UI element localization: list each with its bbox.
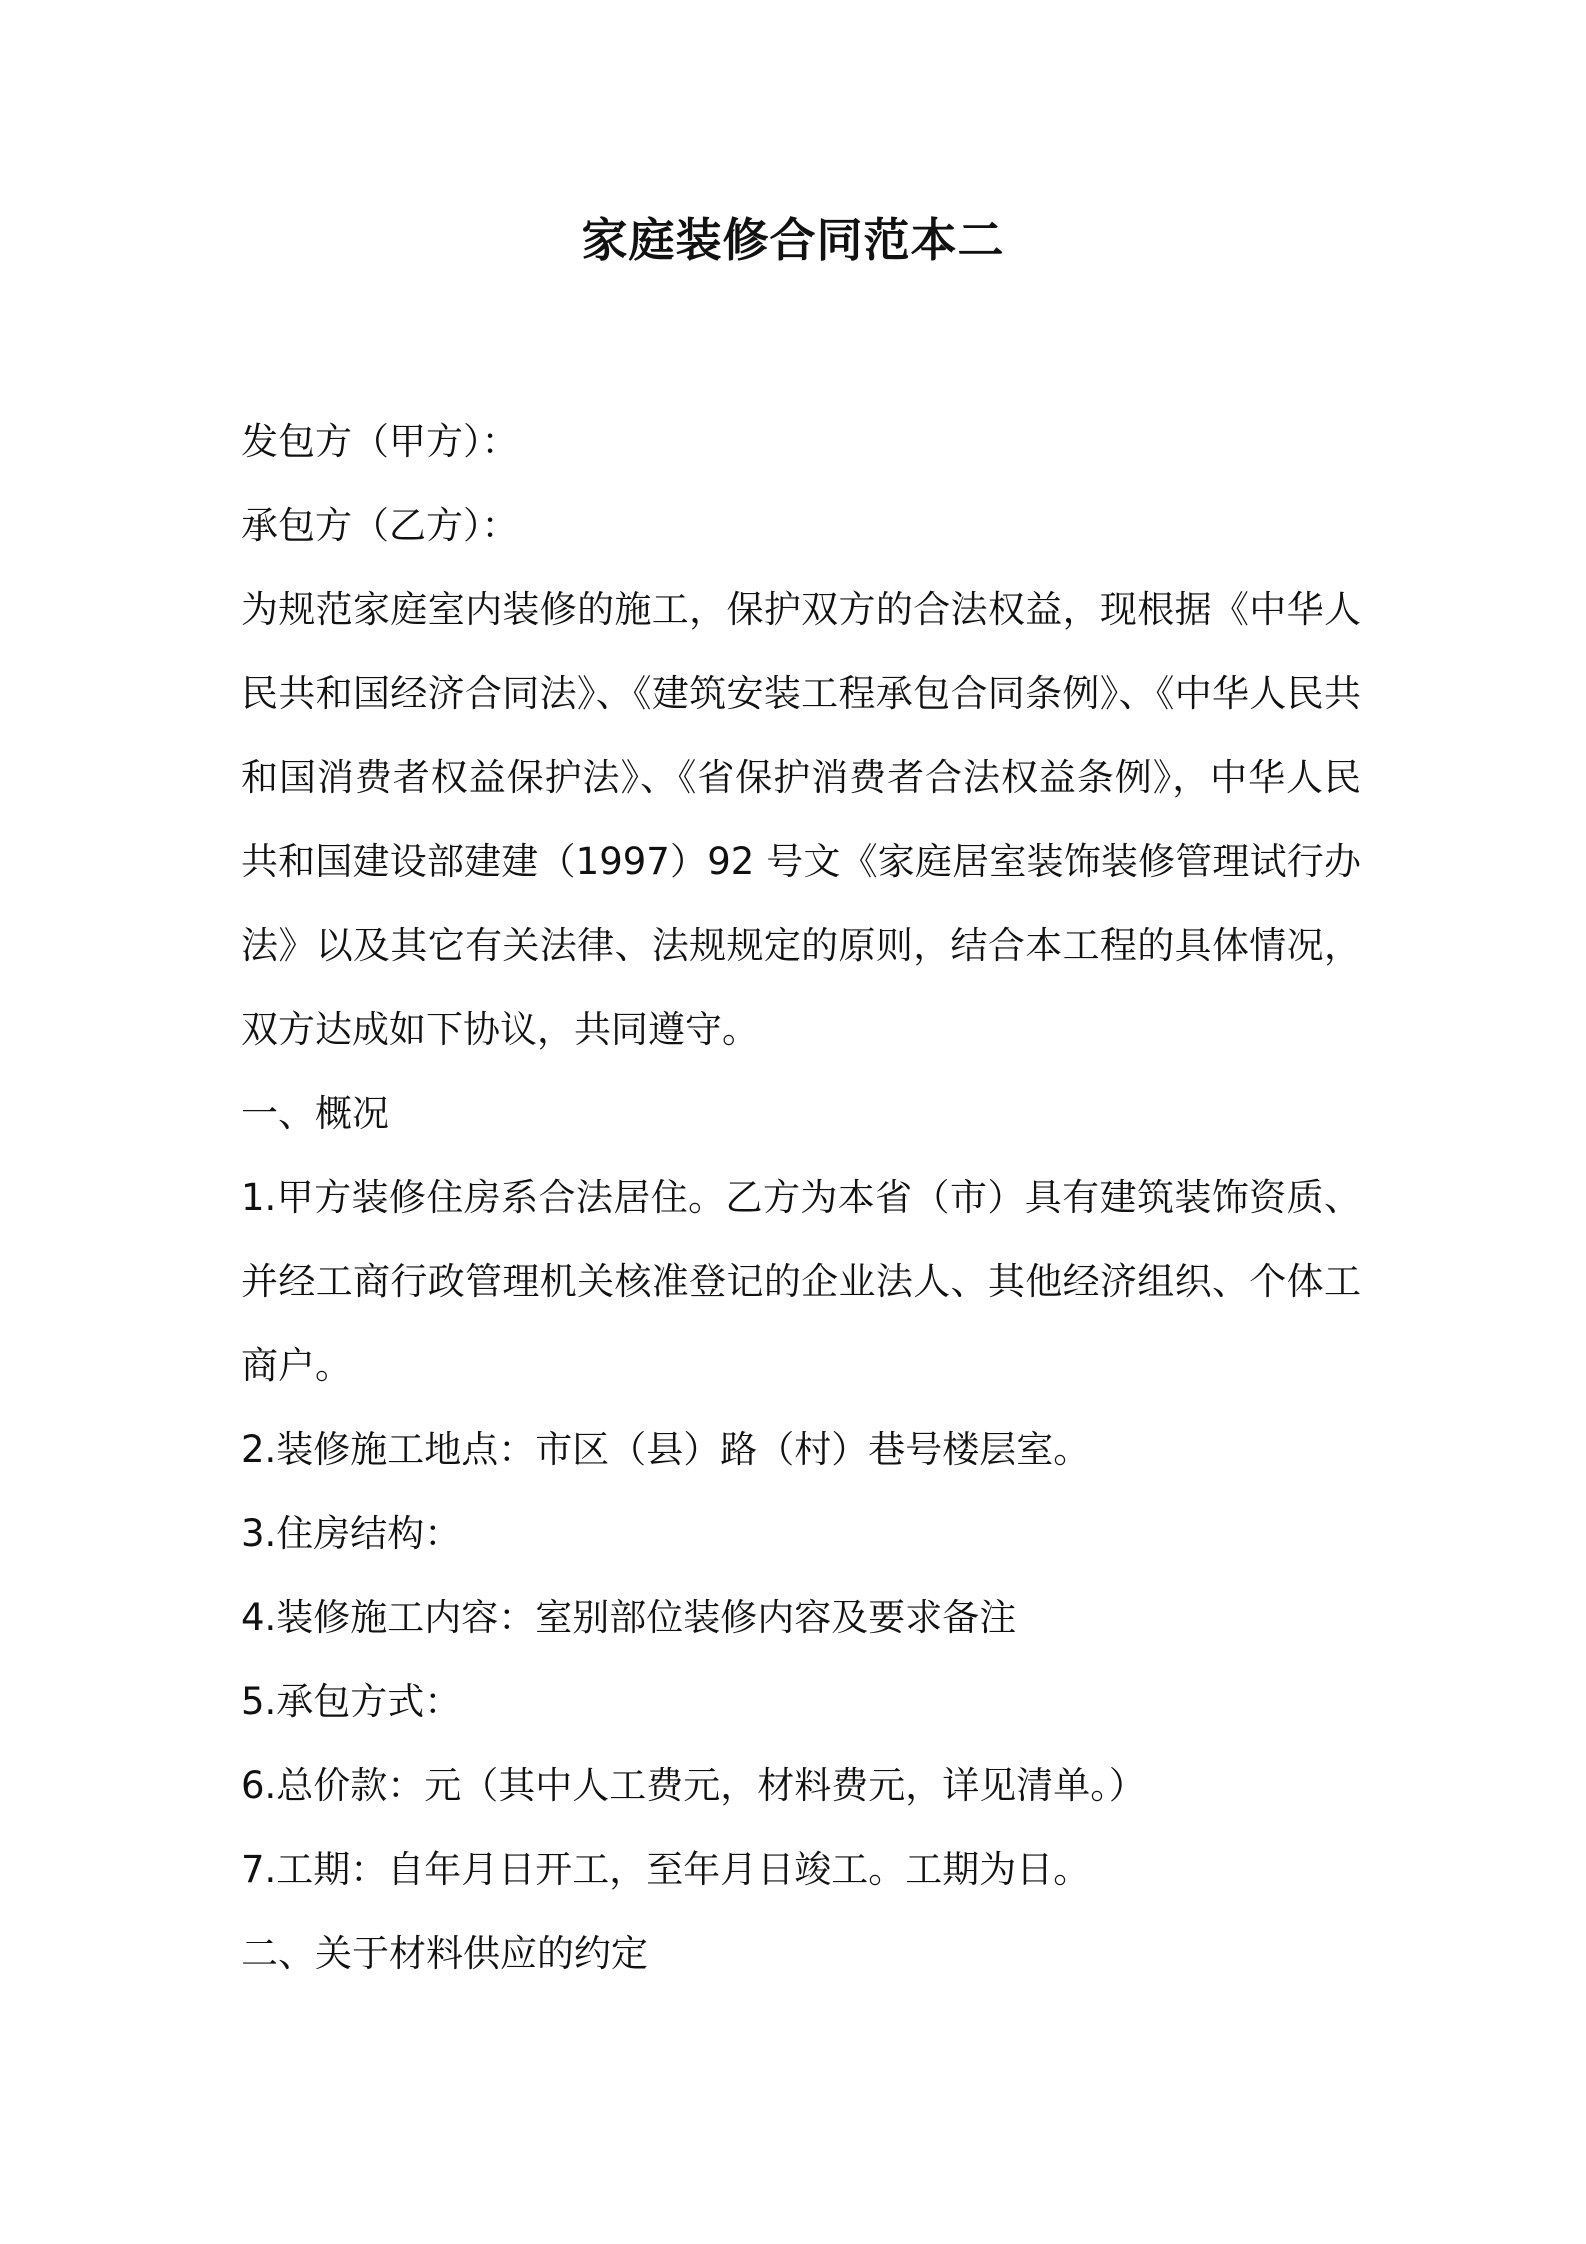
text-line: 2.装修施工地点：市区（县）路（村）巷号楼层室。	[241, 1428, 1091, 1471]
text-line: 商户。	[241, 1344, 352, 1387]
text-line: 发包方（甲方）：	[241, 420, 519, 463]
text-line: 双方达成如下协议，共同遵守。	[241, 1008, 759, 1051]
text-line: 为规范家庭室内装修的施工，保护双方的合法权益，现根据《中华人	[241, 588, 1361, 631]
text-line: 并经工商行政管理机关核准登记的企业法人、其他经济组织、个体工	[241, 1260, 1361, 1303]
text-line: 3.住房结构：	[241, 1512, 462, 1555]
document-body	[241, 400, 1361, 1996]
document-title: 家庭装修合同范本二	[581, 213, 1005, 267]
text-line: 5.承包方式：	[241, 1680, 462, 1723]
text-line: 1.甲方装修住房系合法居住。乙方为本省（市）具有建筑装饰资质、	[241, 1176, 1361, 1219]
text-line: 二、关于材料供应的约定	[241, 1932, 648, 1975]
text-line: 民共和国经济合同法》、《建筑安装工程承包合同条例》、《中华人民共	[241, 672, 1361, 715]
text-line: 一、概况	[241, 1092, 389, 1135]
text-line: 共和国建设部建建（1997）92 号文《家庭居室装饰装修管理试行办	[241, 840, 1361, 883]
text-line: 承包方（乙方）：	[241, 504, 519, 547]
text-line: 4.装修施工内容：室别部位装修内容及要求备注	[241, 1596, 1017, 1639]
text-line: 6.总价款：元（其中人工费元，材料费元，详见清单。）	[241, 1764, 1146, 1807]
text-line: 和国消费者权益保护法》、《省保护消费者合法权益条例》，中华人民	[241, 756, 1361, 799]
text-line: 法》以及其它有关法律、法规规定的原则，结合本工程的具体情况，	[241, 924, 1361, 967]
text-line: 7.工期：自年月日开工，至年月日竣工。工期为日。	[241, 1848, 1091, 1891]
